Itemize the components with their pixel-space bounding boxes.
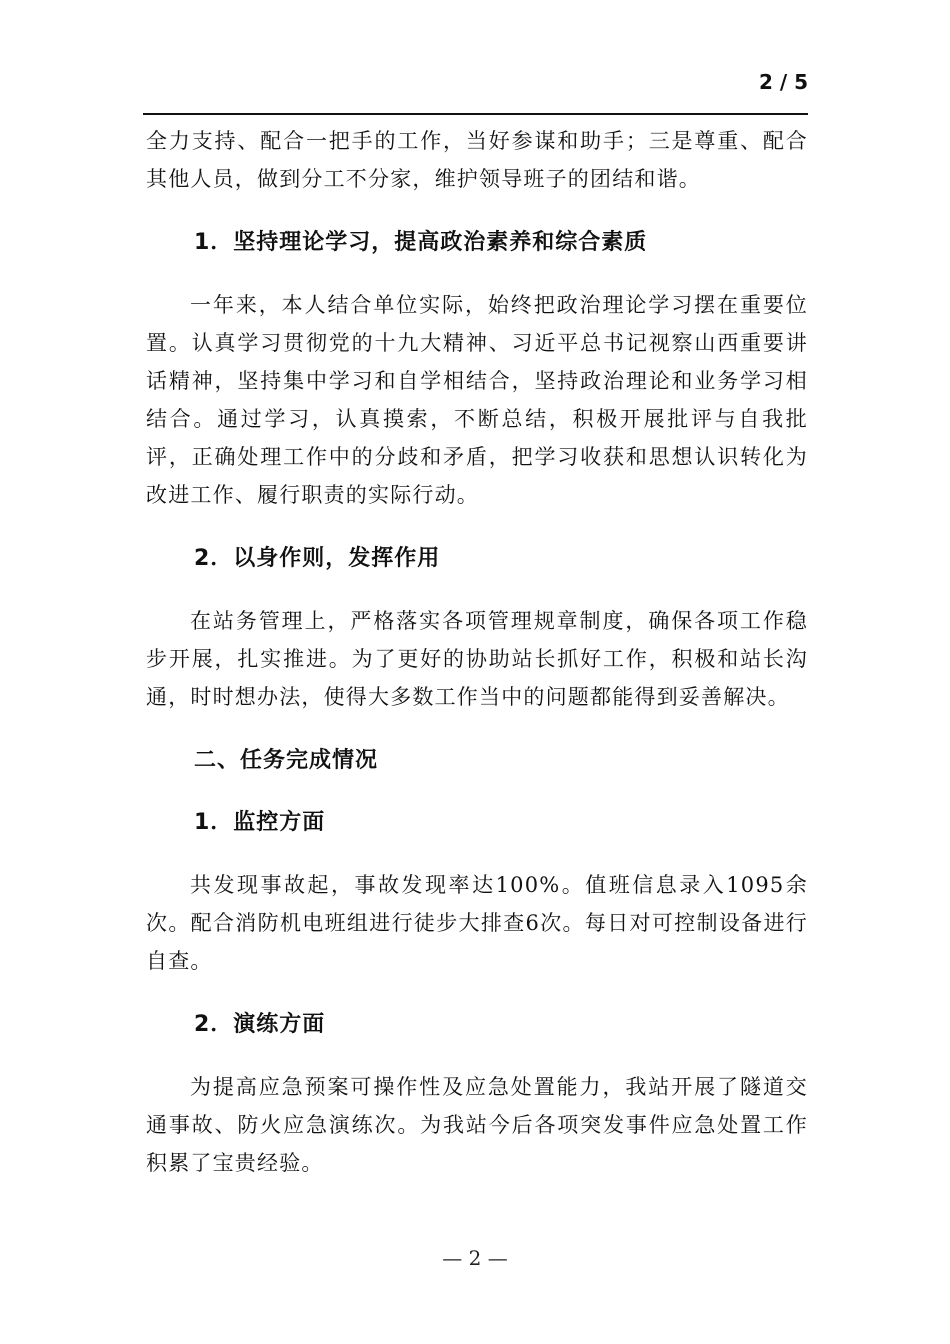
document-body bbox=[146, 122, 808, 1182]
page-number-footer: — 2 — bbox=[442, 1246, 508, 1270]
paragraph-monitoring: 共发现事故起，事故发现率达100%。值班信息录入1095余次。配合消防机电班组进行徒步大排查6次。每日对可控制设备进行自查。 bbox=[146, 873, 808, 973]
paragraph-drills: 为提高应急预案可操作性及应急处置能力，我站开展了隧道交通事故、防火应急演练次。为我站今后各项突发事件应急处置工作积累了宝贵经验。 bbox=[146, 1075, 808, 1175]
heading-monitoring: 1．监控方面 bbox=[194, 810, 326, 835]
paragraph-lead-by-example: 在站务管理上，严格落实各项管理规章制度，确保各项工作稳步开展，扎实推进。为了更好的协助站长抓好工作，积极和站长沟通，时时想办法，使得大多数工作当中的问题都能得到妥善解决。 bbox=[146, 609, 808, 709]
heading-lead-by-example: 2．以身作则，发挥作用 bbox=[194, 546, 441, 571]
paragraph-theory-study: 一年来，本人结合单位实际，始终把政治理论学习摆在重要位置。认真学习贯彻党的十九大精神、习近平总书记视察山西重要讲话精神，坚持集中学习和自学相结合，坚持政治理论和业务学习相结合。通过学习，认真摸索，不断总结，积极开展批评与自我批评，正确处理工作中的分歧和矛盾，把学习收获和思想认识转化为改进工作、履行职责的实际行动。 bbox=[146, 293, 808, 507]
heading-theory-study: 1．坚持理论学习，提高政治素养和综合素质 bbox=[194, 230, 648, 255]
page-counter: 2 / 5 bbox=[758, 70, 808, 94]
header-rule bbox=[143, 113, 808, 115]
heading-task-completion: 二、任务完成情况 bbox=[194, 748, 379, 773]
paragraph-continuation: 全力支持、配合一把手的工作，当好参谋和助手；三是尊重、配合其他人员，做到分工不分家，维护领导班子的团结和谐。 bbox=[146, 129, 808, 191]
heading-drills: 2．演练方面 bbox=[194, 1012, 326, 1037]
